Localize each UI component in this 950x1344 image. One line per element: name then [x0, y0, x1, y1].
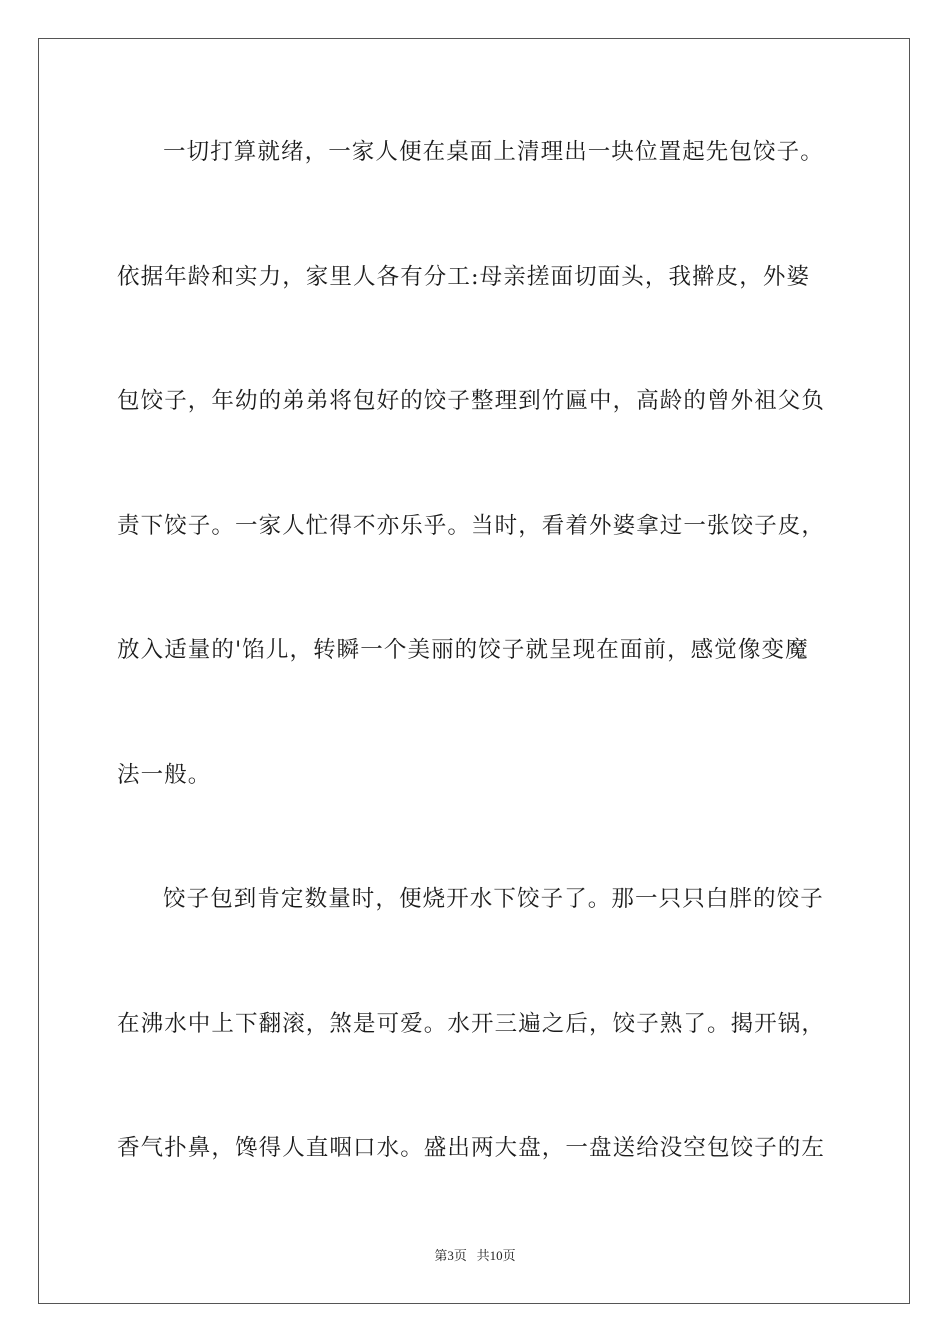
- paragraph-1-line-4: 责下饺子。一家人忙得不亦乐乎。当时，看着外婆拿过一张饺子皮，: [117, 513, 826, 539]
- paragraph-1-line-1: 一切打算就绪，一家人便在桌面上清理出一块位置起先包饺子。: [163, 139, 824, 165]
- paragraph-1-line-6: 法一般。: [117, 762, 212, 788]
- paragraph-2-line-2: 在沸水中上下翻滚，煞是可爱。水开三遍之后，饺子熟了。揭开锅，: [117, 1011, 826, 1037]
- paragraph-1-line-5: 放入适量的'馅儿，转瞬一个美丽的饺子就呈现在面前，感觉像变魔: [117, 637, 809, 663]
- paragraph-2-line-1: 饺子包到肯定数量时，便烧开水下饺子了。那一只只白胖的饺子: [163, 886, 824, 912]
- paragraph-1-line-3: 包饺子，年幼的弟弟将包好的饺子整理到竹匾中，高龄的曾外祖父负: [117, 388, 826, 414]
- paragraph-1-line-2: 依据年龄和实力，家里人各有分工:母亲搓面切面头，我擀皮，外婆: [117, 264, 811, 290]
- page-number-footer: 第3页 共10页: [434, 1248, 516, 1263]
- page-border: [38, 38, 910, 1304]
- paragraph-2-line-3: 香气扑鼻，馋得人直咽口水。盛出两大盘，一盘送给没空包饺子的左: [117, 1135, 826, 1161]
